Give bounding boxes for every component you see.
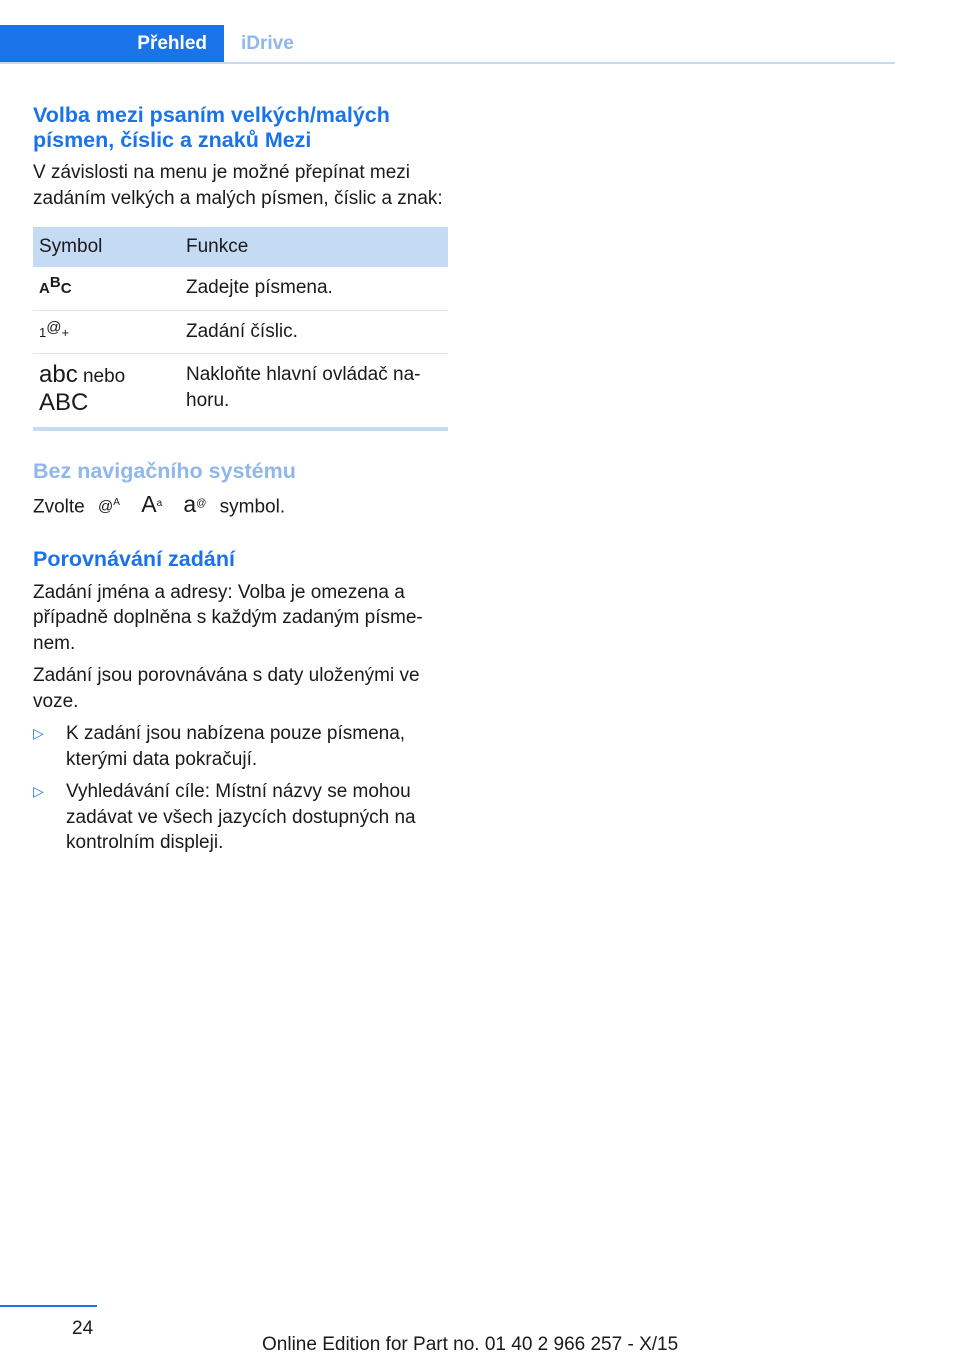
section-text-case: V závislosti na menu je možné přepínat mezi zadáním velkých a malých písmen, číslic a znak: <box>33 162 443 209</box>
table-row <box>33 354 448 430</box>
table-cell-symbol <box>33 354 180 430</box>
at-A-icon: @$^A$ <box>98 496 120 515</box>
triangle-bullet-icon: ▷ <box>33 725 44 741</box>
edition-text: Online Edition for Part no. 01 40 2 966 257 - X/15 <box>262 1334 679 1355</box>
table-row <box>33 310 448 354</box>
symbol-join-text: nebo <box>82 366 126 387</box>
section-title-case: Volba mezi psaním velkých/malých písmen, číslic a znaků Mezi <box>33 103 390 152</box>
bullet-list <box>33 721 448 856</box>
table-cell-function: Zadání číslic. <box>180 310 448 354</box>
tab-idrive[interactable]: iDrive <box>241 33 294 54</box>
paragraph: Zadání jména a adresy: Volba je omezena a případně doplněna s každým zadaným písmenem. <box>33 581 423 654</box>
paragraph: Zadání jsou porovnávána s daty uloženými ve voze. <box>33 665 420 712</box>
abc-symbol-icon: ABC <box>33 267 180 310</box>
table-row <box>33 267 448 310</box>
uppercase-abc-icon: ABC <box>39 388 89 416</box>
tab-prehled[interactable] <box>0 25 224 62</box>
A-a-icon: $A^a$ <box>141 491 163 517</box>
section-comparison <box>33 547 448 856</box>
section-text-no-navigation: Zvolte @$^A$ $A^a$ a@ symbol. <box>33 492 448 523</box>
tab-prehled-label: Přehled <box>137 33 207 54</box>
page-number: 24 <box>72 1318 94 1339</box>
section-no-navigation <box>33 459 448 523</box>
a-at-icon: a@ <box>183 491 207 517</box>
section-title-comparison: Porovnávání zadání <box>33 546 235 571</box>
triangle-bullet-icon: ▷ <box>33 783 44 799</box>
table-header-function: Funkce <box>180 227 448 267</box>
lowercase-abc-icon: abc <box>39 361 78 388</box>
list-item: ▷ K zadání jsou nabízena pouze písmena, kterými data pokračují. <box>33 723 406 770</box>
number-symbol-icon: 1@+ <box>33 310 180 354</box>
list-item: ▷ Vyhledávání cíle: Místní názvy se mohou zadávat ve všech jazycích dostupných na kontrolním displeji. <box>33 781 416 853</box>
symbol-table <box>33 227 448 431</box>
section-title-no-navigation: Bez navigačního systému <box>33 459 296 483</box>
table-cell-function: Zadejte písmena. <box>180 267 448 310</box>
header-tabbar <box>0 25 895 64</box>
table-cell-function: Nakloňte hlavní ovládač nahoru. <box>180 354 448 430</box>
footer-divider <box>0 1305 97 1307</box>
page-content <box>33 103 448 863</box>
table-header-symbol: Symbol <box>33 227 180 267</box>
